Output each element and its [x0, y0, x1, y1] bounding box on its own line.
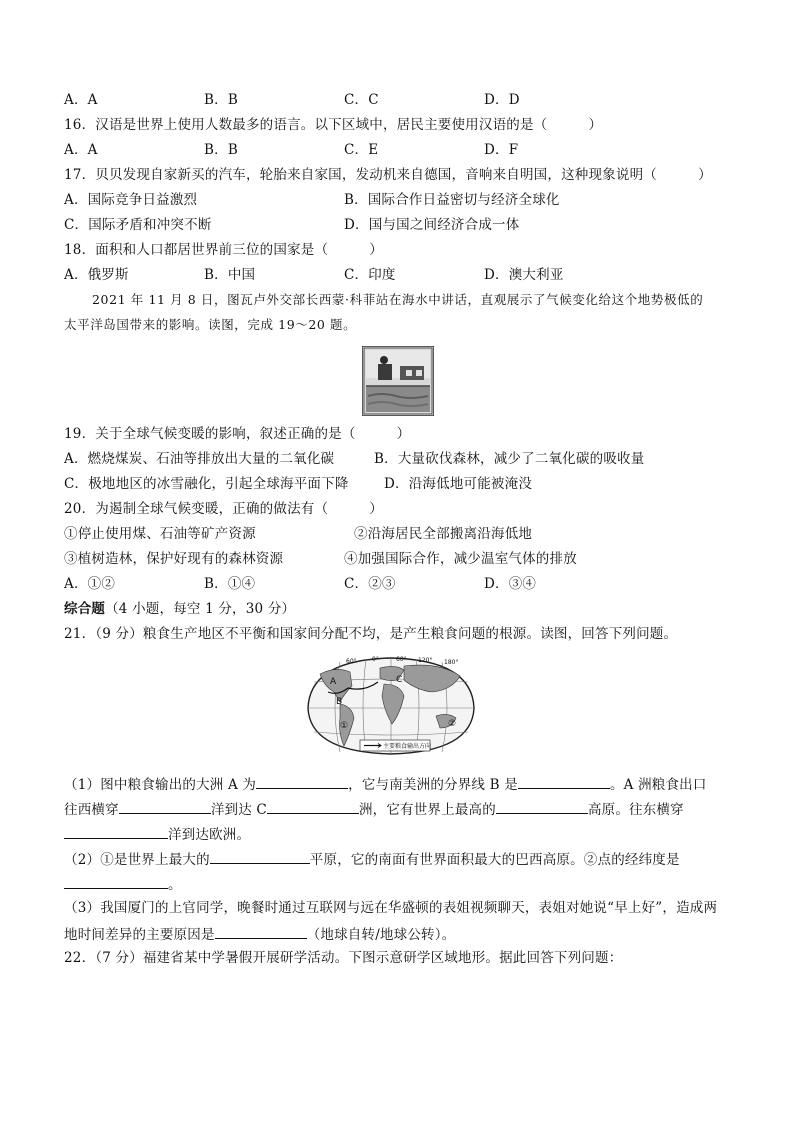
q17-option-c: C．国际矛盾和冲突不断	[64, 217, 212, 233]
answer-blank[interactable]	[267, 799, 359, 814]
q20-item-4: ④加强国际合作，减少温室气体的排放	[344, 551, 577, 567]
q21-part2-text-b: 平原，它的南面有世界面积最大的巴西高原。②点的经纬度是	[309, 852, 680, 868]
map-letter-a: A	[330, 677, 337, 687]
map-lon-label: 0°	[372, 656, 379, 663]
q21-part1-text-d: 往西横穿	[64, 802, 119, 818]
q20-stem: 20．为遏制全球气候变暖，正确的做法有（ ）	[64, 501, 383, 517]
q21-stem: 21．（9 分）粮食生产地区不平衡和国家间分配不均，是产生粮食问题的根源。读图，回答下列问题。	[64, 626, 678, 642]
q21-part1-text-f: 洲，它有世界上最高的	[358, 802, 496, 818]
answer-blank[interactable]	[518, 774, 610, 789]
world-grain-map	[300, 652, 482, 760]
q20-item-3: ③植树造林，保护好现有的森林资源	[64, 551, 284, 567]
q18-option-a: A．俄罗斯	[64, 267, 129, 283]
q16-option-c: C．E	[344, 142, 379, 158]
answer-blank[interactable]	[64, 824, 168, 839]
map-lon-label: 180°	[444, 659, 459, 666]
q20-item-2: ②沿海居民全部搬离沿海低地	[354, 526, 533, 542]
map-legend-label: 主要粮食输出方向	[383, 743, 432, 750]
q21-part1-text-a: （1）图中粮食输出的大洲 A 为	[64, 777, 257, 793]
answer-blank[interactable]	[496, 799, 588, 814]
q20-option-a: A．①②	[64, 576, 116, 592]
q21-part2-line1	[64, 849, 680, 869]
section-note: （4 小题，每空 1 分，30 分）	[105, 601, 296, 617]
q19-stem: 19．关于全球气候变暖的影响，叙述正确的是（ ）	[64, 426, 411, 442]
q16-option-b: B．B	[204, 142, 238, 158]
q15-option-b: B．B	[204, 92, 238, 108]
q19-option-a: A．燃烧煤炭、石油等排放出大量的二氧化碳	[64, 451, 335, 467]
map-lon-label: 60°	[396, 656, 407, 663]
q21-part1-text-e: 洋到达 C	[210, 802, 267, 818]
q20-item-1: ①停止使用煤、石油等矿产资源	[64, 526, 256, 542]
q21-part3-line2	[64, 924, 455, 944]
map-circle-1: ①	[340, 721, 349, 731]
map-letter-b: B	[336, 697, 343, 707]
q18-stem: 18．面积和人口都居世界前三位的国家是（ ）	[64, 242, 383, 258]
q21-part1-text-g: 高原。往东横穿	[587, 802, 684, 818]
q15-option-c: C．C	[344, 92, 379, 108]
q20-option-b: B．①④	[204, 576, 256, 592]
q21-part2-line2	[64, 874, 182, 894]
q18-option-d: D．澳大利亚	[484, 267, 564, 283]
answer-blank[interactable]	[256, 774, 348, 789]
q15-option-d: D．D	[484, 92, 520, 108]
q17-option-a: A．国际竞争日益激烈	[64, 192, 198, 208]
intro-line-2: 太平洋岛国带来的影响。读图，完成 19～20 题。	[64, 317, 357, 332]
q21-part1-line1	[64, 774, 707, 794]
q21-part1-line2	[64, 799, 684, 819]
q22-stem: 22．（7 分）福建省某中学暑假开展研学活动。下图示意研学区域地形。据此回答下列问题：	[64, 950, 623, 966]
q17-option-d: D．国与国之间经济合成一体	[344, 217, 520, 233]
q21-part3-text-c: （地球自转/地球公转）。	[306, 927, 456, 943]
tuvalu-photo	[362, 346, 434, 416]
q18-option-b: B．中国	[204, 267, 256, 283]
q19-option-c: C．极地地区的冰雪融化，引起全球海平面下降	[64, 476, 349, 492]
section-heading	[64, 600, 295, 618]
intro-line-1: 2021 年 11 月 8 日，图瓦卢外交部长西蒙·科菲站在海水中讲话，直观展示了气候变化给这个地势极低的	[92, 292, 704, 307]
q20-option-c: C．②③	[344, 576, 396, 592]
answer-blank[interactable]	[64, 874, 168, 889]
answer-blank[interactable]	[119, 799, 211, 814]
q21-part2-text-c: 。	[168, 877, 182, 893]
q21-part3-text-b: 地时间差异的主要原因是	[64, 927, 215, 943]
answer-blank[interactable]	[210, 849, 310, 864]
q21-part1-line3	[64, 824, 250, 844]
q21-part1-text-b: ，它与南美洲的分界线 B 是	[348, 777, 518, 793]
q18-option-c: C．印度	[344, 267, 396, 283]
map-letter-c: C	[396, 675, 403, 685]
q19-option-d: D．沿海低地可能被淹没	[384, 476, 533, 492]
q19-option-b: B．大量砍伐森林，减少了二氧化碳的吸收量	[374, 451, 645, 467]
q16-option-a: A．A	[64, 142, 98, 158]
q17-stem: 17．贝贝发现自家新买的汽车，轮胎来自家国，发动机来自德国，音响来自明国，这种现象说明（ ）	[64, 167, 712, 183]
q16-option-d: D．F	[484, 142, 519, 158]
section-title: 综合题	[64, 601, 106, 617]
q16-stem: 16．汉语是世界上使用人数最多的语言。以下区域中，居民主要使用汉语的是（ ）	[64, 117, 603, 133]
q17-option-b: B．国际合作日益密切与经济全球化	[344, 192, 560, 208]
answer-blank[interactable]	[215, 924, 307, 939]
q21-part1-text-c: 。A 洲粮食出口	[609, 777, 707, 793]
q21-part1-text-h: 洋到达欧洲。	[168, 827, 251, 843]
q21-part3-line1: （3）我国厦门的上官同学，晚餐时通过互联网与远在华盛顿的表姐视频聊天，表姐对她说“早上好”，造成两	[64, 900, 718, 916]
q21-part2-text-a: （2）①是世界上最大的	[64, 852, 210, 868]
q20-option-d: D．③④	[484, 576, 537, 592]
q15-option-a: A．A	[64, 92, 98, 108]
map-circle-2: ②	[448, 719, 457, 729]
map-lon-label: 60°	[346, 658, 357, 665]
map-lon-label: 120°	[418, 657, 433, 664]
